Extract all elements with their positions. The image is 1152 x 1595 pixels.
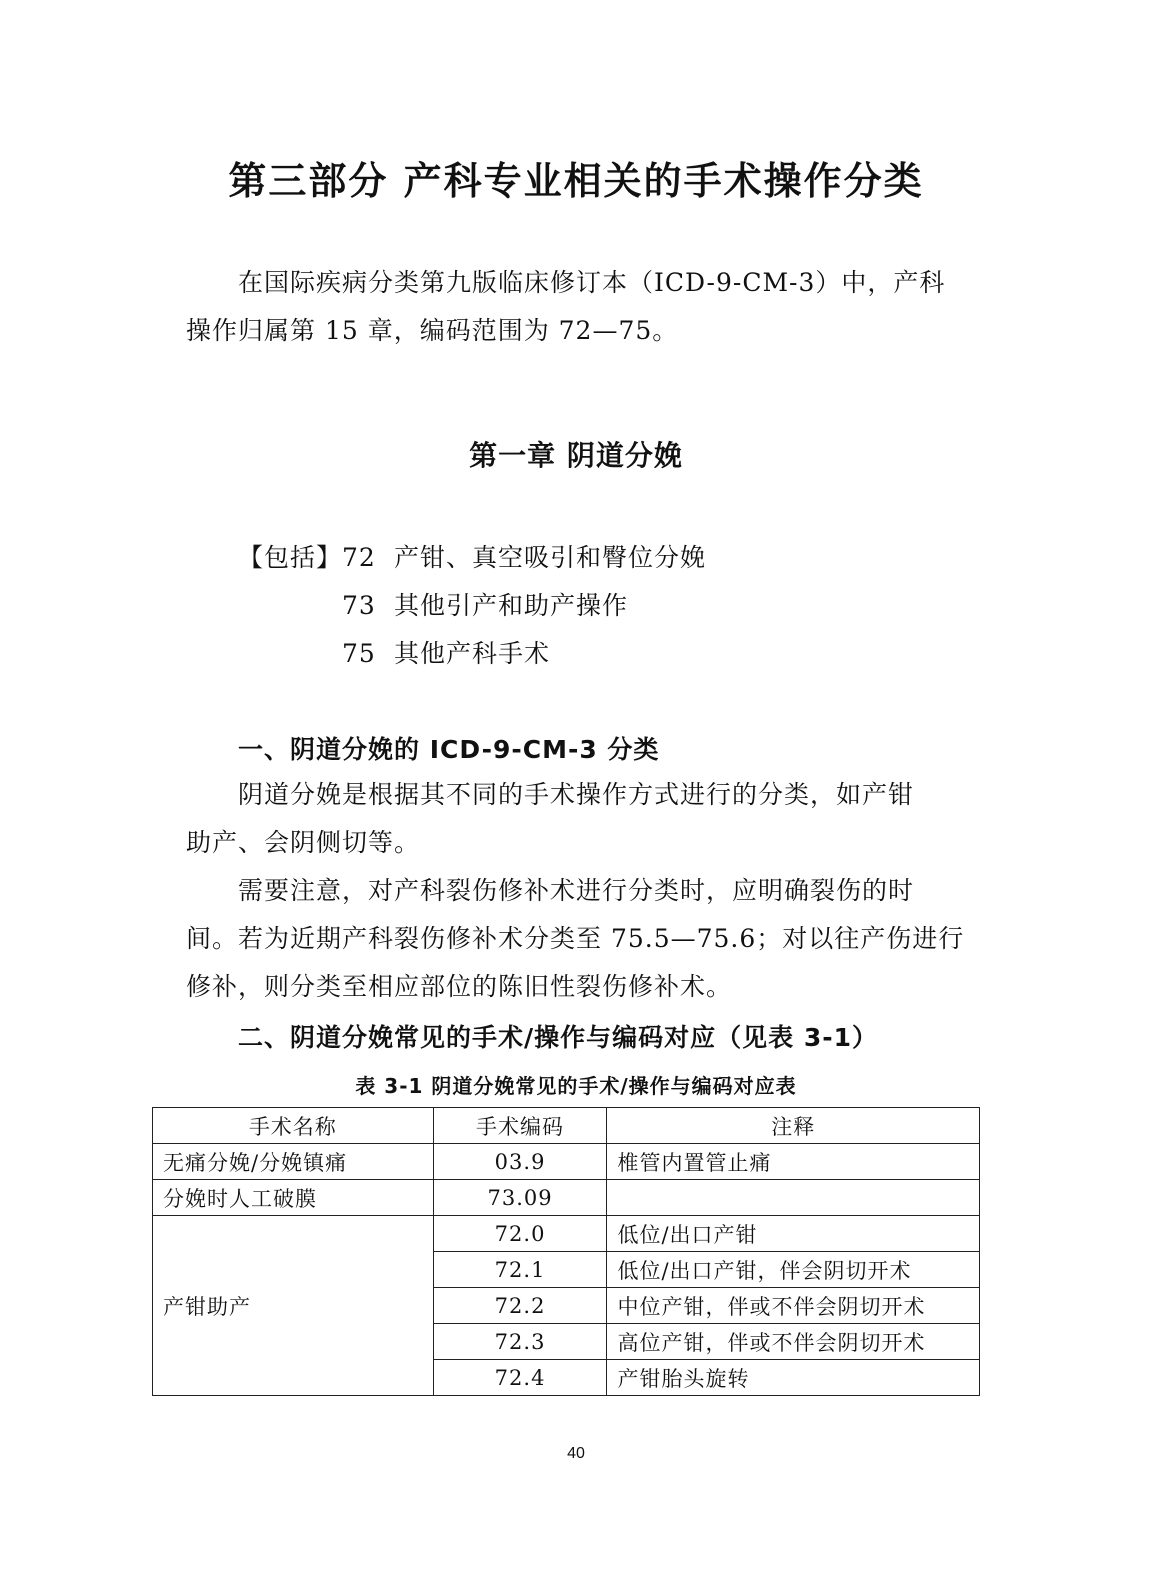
procedure-name-cell: 无痛分娩/分娩镇痛 [153, 1144, 434, 1180]
includes-code: 72 [342, 543, 376, 572]
procedure-code-cell: 72.3 [433, 1324, 607, 1360]
chapter-title: 第一章 阴道分娩 [469, 439, 683, 472]
includes-row-2 [342, 586, 628, 622]
procedure-note-cell: 产钳胎头旋转 [607, 1360, 980, 1396]
includes-code: 73 [342, 591, 376, 620]
section-2-heading: 二、阴道分娩常见的手术/操作与编码对应（见表 3-1） [238, 1023, 879, 1052]
procedure-note-cell: 中位产钳，伴或不伴会阴切开术 [607, 1288, 980, 1324]
procedure-code-cell: 72.0 [433, 1216, 607, 1252]
table-row [153, 1144, 980, 1180]
part-title: 第三部分 产科专业相关的手术操作分类 [228, 159, 924, 203]
section-1-heading: 一、阴道分娩的 ICD-9-CM-3 分类 [238, 735, 660, 764]
includes-row-1 [238, 538, 706, 574]
includes-row-3 [342, 634, 550, 670]
procedure-note-cell: 椎管内置管止痛 [607, 1144, 980, 1180]
column-header: 手术编码 [433, 1108, 607, 1144]
intro-line-2: 操作归属第 15 章，编码范围为 72—75。 [186, 316, 679, 345]
procedure-code-cell: 72.2 [433, 1288, 607, 1324]
section-1-paragraph-2-line-1: 需要注意，对产科裂伤修补术进行分类时，应明确裂伤的时 [238, 876, 915, 905]
section-1-paragraph-2-line-3: 修补，则分类至相应部位的陈旧性裂伤修补术。 [186, 972, 733, 1001]
section-1-paragraph-2-line-2: 间。若为近期产科裂伤修补术分类至 75.5—75.6；对以往产伤进行 [186, 924, 965, 953]
table-row [153, 1216, 980, 1252]
includes-tag: 【包括】 [238, 543, 343, 572]
procedure-name-cell: 产钳助产 [153, 1216, 434, 1396]
procedure-code-cell: 72.1 [433, 1252, 607, 1288]
includes-label: 其他引产和助产操作 [394, 591, 629, 620]
procedure-note-cell: 高位产钳，伴或不伴会阴切开术 [607, 1324, 980, 1360]
includes-code: 75 [342, 639, 376, 668]
column-header: 手术名称 [153, 1108, 434, 1144]
procedure-note-cell: 低位/出口产钳，伴会阴切开术 [607, 1252, 980, 1288]
procedure-code-cell: 72.4 [433, 1360, 607, 1396]
procedure-code-cell: 73.09 [433, 1180, 607, 1216]
page-number: 40 [567, 1445, 585, 1462]
includes-label: 产钳、真空吸引和臀位分娩 [394, 543, 707, 572]
intro-line-1: 在国际疾病分类第九版临床修订本（ICD-9-CM-3）中，产科 [238, 268, 946, 297]
procedure-name-cell: 分娩时人工破膜 [153, 1180, 434, 1216]
section-1-paragraph-1-line-1: 阴道分娩是根据其不同的手术操作方式进行的分类，如产钳 [238, 780, 915, 809]
section-1-paragraph-1-line-2: 助产、会阴侧切等。 [186, 828, 421, 857]
table-row [153, 1180, 980, 1216]
table-caption: 表 3-1 阴道分娩常见的手术/操作与编码对应表 [355, 1074, 797, 1098]
procedure-note-cell: 低位/出口产钳 [607, 1216, 980, 1252]
procedure-code-cell: 03.9 [433, 1144, 607, 1180]
includes-label: 其他产科手术 [394, 639, 551, 668]
table-header-row [153, 1108, 980, 1144]
procedure-code-table [152, 1107, 980, 1396]
procedure-note-cell [607, 1180, 980, 1216]
column-header: 注释 [607, 1108, 980, 1144]
